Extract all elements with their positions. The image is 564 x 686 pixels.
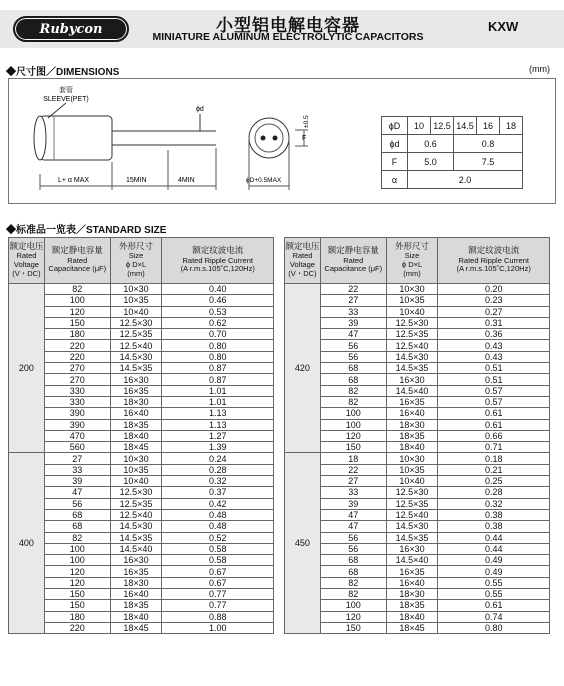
phi-d-label: ϕd [196, 106, 204, 113]
ripple-cell: 0.40 [162, 284, 274, 295]
table-row [9, 317, 274, 328]
size-cell: 12.5×30 [110, 487, 162, 498]
ripple-cell: 0.87 [162, 363, 274, 374]
ripple-cell: 0.57 [438, 396, 550, 407]
size-cell: 18×40 [110, 611, 162, 622]
size-cell: 18×35 [386, 430, 438, 441]
table-row [9, 374, 274, 385]
capacitance-cell: 47 [320, 521, 386, 532]
capacitance-cell: 120 [44, 306, 110, 317]
lead-hole-right [273, 136, 278, 141]
table-row [285, 363, 550, 374]
ripple-cell: 0.23 [438, 295, 550, 306]
header-capacitance: 额定静电容量 Rated Capacitance (μF) [320, 238, 386, 284]
capacitance-cell: 82 [320, 396, 386, 407]
dim-table-cell: 2.0 [408, 171, 523, 189]
capacitance-cell: 56 [320, 532, 386, 543]
table-row [285, 374, 550, 385]
ripple-cell: 1.01 [162, 396, 274, 407]
ripple-cell: 0.46 [162, 295, 274, 306]
unit-label: (mm) [529, 64, 550, 74]
ripple-cell: 0.88 [162, 611, 274, 622]
header-voltage: 额定电压 Rated Voltage (V・DC) [285, 238, 321, 284]
size-cell: 12.5×40 [386, 509, 438, 520]
table-row [9, 363, 274, 374]
capacitance-cell: 330 [44, 385, 110, 396]
size-cell: 14.5×30 [110, 521, 162, 532]
capacitance-cell: 56 [320, 351, 386, 362]
size-cell: 14.5×30 [386, 351, 438, 362]
size-cell: 10×40 [386, 476, 438, 487]
size-cell: 10×30 [110, 453, 162, 464]
capacitance-cell: 150 [320, 622, 386, 633]
capacitance-cell: 150 [44, 600, 110, 611]
size-cell: 12.5×35 [110, 329, 162, 340]
size-cell: 14.5×30 [110, 351, 162, 362]
ripple-cell: 0.43 [438, 351, 550, 362]
capacitance-cell: 56 [44, 498, 110, 509]
header-ripple: 额定纹波电流 Rated Ripple Current (A r.m.s.105˚C,120Hz) [438, 238, 550, 284]
size-cell: 18×45 [110, 442, 162, 453]
size-cell: 16×35 [110, 566, 162, 577]
size-cell: 12.5×40 [110, 509, 162, 520]
capacitance-cell: 470 [44, 430, 110, 441]
ripple-cell: 0.21 [438, 464, 550, 475]
ripple-cell: 0.38 [438, 521, 550, 532]
ripple-cell: 0.53 [162, 306, 274, 317]
capacitance-cell: 100 [44, 295, 110, 306]
size-cell: 14.5×35 [386, 532, 438, 543]
table-row [9, 589, 274, 600]
capacitor-end [34, 116, 46, 160]
ripple-cell: 0.62 [162, 317, 274, 328]
size-cell: 18×35 [110, 600, 162, 611]
capacitance-cell: 150 [320, 442, 386, 453]
voltage-cell: 450 [285, 453, 321, 634]
table-row [285, 622, 550, 633]
ripple-cell: 0.36 [438, 329, 550, 340]
size-cell: 10×35 [386, 464, 438, 475]
capacitance-cell: 560 [44, 442, 110, 453]
ripple-cell: 0.55 [438, 589, 550, 600]
size-cell: 10×40 [110, 306, 162, 317]
ripple-cell: 1.27 [162, 430, 274, 441]
capacitance-cell: 100 [44, 543, 110, 554]
size-cell: 18×45 [386, 622, 438, 633]
capacitance-cell: 150 [44, 589, 110, 600]
table-row [9, 476, 274, 487]
ripple-cell: 0.61 [438, 600, 550, 611]
table-row [285, 329, 550, 340]
size-cell: 16×40 [110, 589, 162, 600]
capacitance-cell: 82 [44, 532, 110, 543]
ripple-cell: 0.32 [162, 476, 274, 487]
capacitance-cell: 22 [320, 284, 386, 295]
size-cell: 18×30 [110, 577, 162, 588]
table-row [285, 566, 550, 577]
table-row [9, 566, 274, 577]
ripple-cell: 0.18 [438, 453, 550, 464]
capacitance-cell: 220 [44, 622, 110, 633]
table-row [9, 385, 274, 396]
capacitance-cell: 39 [44, 476, 110, 487]
ripple-cell: 1.39 [162, 442, 274, 453]
size-cell: 12.5×40 [110, 340, 162, 351]
capacitance-cell: 27 [320, 295, 386, 306]
table-row [285, 464, 550, 475]
table-row [285, 509, 550, 520]
dim-table-cell: 0.8 [454, 135, 523, 153]
size-cell: 16×35 [386, 396, 438, 407]
table-row [9, 509, 274, 520]
ripple-cell: 0.42 [162, 498, 274, 509]
table-row [285, 498, 550, 509]
capacitance-cell: 100 [320, 600, 386, 611]
size-cell: 12.5×35 [110, 498, 162, 509]
ripple-cell: 0.61 [438, 419, 550, 430]
ripple-cell: 0.80 [438, 622, 550, 633]
table-row [285, 306, 550, 317]
size-cell: 10×40 [110, 476, 162, 487]
ripple-cell: 0.80 [162, 351, 274, 362]
table-row [9, 487, 274, 498]
size-cell: 18×40 [386, 442, 438, 453]
dim-table-cell: 0.6 [408, 135, 454, 153]
table-row [9, 419, 274, 430]
table-row [9, 453, 274, 464]
dim-table-cell: 14.5 [454, 117, 477, 135]
capacitance-cell: 56 [320, 340, 386, 351]
dim-table-header: F [382, 153, 408, 171]
ripple-cell: 0.32 [438, 498, 550, 509]
size-cell: 18×30 [110, 396, 162, 407]
dimension-table [381, 116, 523, 189]
ripple-cell: 0.37 [162, 487, 274, 498]
capacitance-cell: 68 [44, 521, 110, 532]
ripple-cell: 0.70 [162, 329, 274, 340]
ripple-cell: 0.55 [438, 577, 550, 588]
size-cell: 14.5×35 [110, 363, 162, 374]
ripple-cell: 1.13 [162, 408, 274, 419]
ripple-cell: 0.31 [438, 317, 550, 328]
table-row [285, 453, 550, 464]
size-cell: 16×35 [386, 566, 438, 577]
dimensions-section-title: ◆尺寸图／DIMENSIONS [6, 67, 120, 78]
size-cell: 16×40 [386, 408, 438, 419]
capacitance-cell: 220 [44, 351, 110, 362]
table-row [9, 464, 274, 475]
table-row [9, 498, 274, 509]
table-row [285, 351, 550, 362]
size-cell: 18×35 [386, 600, 438, 611]
capacitance-cell: 120 [44, 577, 110, 588]
header-size: 外形尺寸 Size ϕ D×L (mm) [386, 238, 438, 284]
voltage-cell: 200 [9, 284, 45, 453]
size-cell: 16×30 [110, 555, 162, 566]
table-row [285, 442, 550, 453]
size-cell: 16×30 [386, 374, 438, 385]
size-cell: 18×35 [110, 419, 162, 430]
capacitance-cell: 68 [44, 509, 110, 520]
dim-table-cell: 12.5 [431, 117, 454, 135]
ripple-cell: 0.20 [438, 284, 550, 295]
lead-hole-left [261, 136, 266, 141]
table-row [285, 543, 550, 554]
capacitance-cell: 68 [320, 374, 386, 385]
table-row [9, 577, 274, 588]
size-cell: 10×30 [386, 453, 438, 464]
sleeve-label-cn: 套管 [59, 87, 73, 94]
capacitance-cell: 68 [320, 555, 386, 566]
capacitance-cell: 33 [320, 487, 386, 498]
ripple-cell: 0.25 [438, 476, 550, 487]
capacitance-cell: 82 [320, 385, 386, 396]
size-cell: 12.5×30 [386, 487, 438, 498]
table-row [285, 295, 550, 306]
ripple-cell: 0.74 [438, 611, 550, 622]
table-row [285, 521, 550, 532]
page-title-cn: 小型铝电解电容器 [216, 16, 360, 36]
capacitance-cell: 82 [320, 589, 386, 600]
ripple-cell: 0.51 [438, 374, 550, 385]
size-cell: 18×40 [386, 611, 438, 622]
capacitance-cell: 56 [320, 543, 386, 554]
ripple-cell: 0.67 [162, 577, 274, 588]
ripple-cell: 0.87 [162, 374, 274, 385]
ripple-cell: 1.13 [162, 419, 274, 430]
capacitance-cell: 68 [320, 363, 386, 374]
size-cell: 12.5×35 [386, 498, 438, 509]
table-row [285, 476, 550, 487]
capacitance-cell: 22 [320, 464, 386, 475]
ripple-cell: 0.58 [162, 555, 274, 566]
table-row [285, 589, 550, 600]
table-row [9, 351, 274, 362]
size-cell: 14.5×30 [386, 521, 438, 532]
table-row [9, 284, 274, 295]
capacitance-cell: 33 [44, 464, 110, 475]
capacitance-cell: 330 [44, 396, 110, 407]
table-row [285, 284, 550, 295]
size-cell: 16×30 [110, 374, 162, 385]
ripple-cell: 0.49 [438, 555, 550, 566]
ripple-cell: 0.77 [162, 600, 274, 611]
voltage-cell: 400 [9, 453, 45, 634]
table-row [9, 442, 274, 453]
l-alpha-label: L+ α MAX [58, 177, 90, 184]
table-row [285, 555, 550, 566]
ripple-cell: 0.27 [438, 306, 550, 317]
ripple-cell: 0.24 [162, 453, 274, 464]
table-row [9, 396, 274, 407]
size-cell: 14.5×35 [110, 532, 162, 543]
table-row [9, 295, 274, 306]
capacitance-cell: 82 [44, 284, 110, 295]
table-row [9, 600, 274, 611]
capacitor-body [40, 116, 112, 160]
capacitance-cell: 390 [44, 419, 110, 430]
capacitance-cell: 39 [320, 317, 386, 328]
voltage-cell: 420 [285, 284, 321, 453]
size-cell: 12.5×30 [110, 317, 162, 328]
ripple-cell: 0.48 [162, 521, 274, 532]
size-cell: 16×40 [386, 577, 438, 588]
table-row [9, 521, 274, 532]
capacitance-cell: 120 [44, 566, 110, 577]
capacitance-cell: 120 [320, 611, 386, 622]
series-code: KXW [488, 19, 519, 34]
page-title-en: MINIATURE ALUMINUM ELECTROLYTIC CAPACITORS [152, 31, 424, 43]
size-cell: 10×30 [386, 284, 438, 295]
ripple-cell: 0.52 [162, 532, 274, 543]
tolerance-label: ±0.5 [303, 115, 310, 128]
standard-section-title: ◆标准品一览表／STANDARD SIZE [6, 225, 167, 236]
size-cell: 12.5×30 [386, 317, 438, 328]
dim-table-header: α [382, 171, 408, 189]
dim-table-header: ϕD [382, 117, 408, 135]
capacitance-cell: 150 [44, 317, 110, 328]
ripple-cell: 0.71 [438, 442, 550, 453]
size-cell: 10×35 [110, 464, 162, 475]
capacitance-cell: 390 [44, 408, 110, 419]
size-cell: 12.5×35 [386, 329, 438, 340]
phiD-label: ϕD+0.5MAX [246, 177, 282, 184]
table-row [9, 408, 274, 419]
ripple-cell: 0.58 [162, 543, 274, 554]
capacitance-cell: 100 [320, 419, 386, 430]
size-cell: 10×40 [386, 306, 438, 317]
ripple-cell: 0.28 [438, 487, 550, 498]
capacitance-cell: 27 [44, 453, 110, 464]
ripple-cell: 1.01 [162, 385, 274, 396]
table-row [285, 487, 550, 498]
min15-label: 15MIN [126, 177, 147, 184]
size-cell: 14.5×40 [386, 555, 438, 566]
capacitance-cell: 47 [320, 509, 386, 520]
dim-table-cell: 18 [500, 117, 523, 135]
table-row [9, 622, 274, 633]
size-cell: 18×30 [386, 589, 438, 600]
size-cell: 14.5×40 [386, 385, 438, 396]
table-row [9, 611, 274, 622]
capacitance-cell: 100 [44, 555, 110, 566]
table-row [285, 577, 550, 588]
size-cell: 18×45 [110, 622, 162, 633]
table-row [9, 430, 274, 441]
size-cell: 10×30 [110, 284, 162, 295]
size-cell: 18×30 [386, 419, 438, 430]
capacitance-cell: 270 [44, 374, 110, 385]
size-cell: 16×30 [386, 543, 438, 554]
ripple-cell: 0.80 [162, 340, 274, 351]
dim-table-cell: 16 [477, 117, 500, 135]
dim-table-cell: 5.0 [408, 153, 454, 171]
ripple-cell: 0.77 [162, 589, 274, 600]
capacitance-cell: 180 [44, 611, 110, 622]
size-cell: 12.5×40 [386, 340, 438, 351]
ripple-cell: 0.66 [438, 430, 550, 441]
capacitance-cell: 47 [320, 329, 386, 340]
ripple-cell: 0.67 [162, 566, 274, 577]
ripple-cell: 0.57 [438, 385, 550, 396]
standard-table-right [284, 237, 550, 634]
header-size: 外形尺寸 Size ϕ D×L (mm) [110, 238, 162, 284]
capacitance-cell: 18 [320, 453, 386, 464]
capacitance-cell: 39 [320, 498, 386, 509]
table-row [285, 611, 550, 622]
capacitance-cell: 68 [320, 566, 386, 577]
dim-table-header: ϕd [382, 135, 408, 153]
table-row [285, 385, 550, 396]
capacitance-cell: 220 [44, 340, 110, 351]
table-row [9, 543, 274, 554]
ripple-cell: 0.61 [438, 408, 550, 419]
table-row [9, 532, 274, 543]
capacitance-cell: 180 [44, 329, 110, 340]
size-cell: 14.5×35 [386, 363, 438, 374]
ripple-cell: 0.43 [438, 340, 550, 351]
table-row [9, 555, 274, 566]
F-label: F [302, 135, 307, 142]
table-row [285, 532, 550, 543]
capacitance-cell: 120 [320, 430, 386, 441]
capacitance-cell: 100 [320, 408, 386, 419]
ripple-cell: 0.48 [162, 509, 274, 520]
standard-table-left [8, 237, 274, 634]
table-row [285, 419, 550, 430]
size-cell: 16×35 [110, 385, 162, 396]
ripple-cell: 0.44 [438, 532, 550, 543]
ripple-cell: 0.28 [162, 464, 274, 475]
table-row [285, 340, 550, 351]
size-cell: 16×40 [110, 408, 162, 419]
dim-table-cell: 7.5 [454, 153, 523, 171]
table-row [285, 396, 550, 407]
ripple-cell: 0.38 [438, 509, 550, 520]
size-cell: 14.5×40 [110, 543, 162, 554]
size-cell: 10×35 [110, 295, 162, 306]
ripple-cell: 0.44 [438, 543, 550, 554]
table-row [285, 430, 550, 441]
min4-label: 4MIN [178, 177, 195, 184]
rubycon-logo: Rubycon [13, 16, 129, 42]
sleeve-label-en: SLEEVE(PET) [43, 96, 89, 103]
ripple-cell: 1.00 [162, 622, 274, 633]
capacitance-cell: 47 [44, 487, 110, 498]
capacitance-cell: 33 [320, 306, 386, 317]
ripple-cell: 0.51 [438, 363, 550, 374]
table-row [285, 317, 550, 328]
capacitance-cell: 270 [44, 363, 110, 374]
header-ripple: 额定纹波电流 Rated Ripple Current (A r.m.s.105˚C,120Hz) [162, 238, 274, 284]
ripple-cell: 0.49 [438, 566, 550, 577]
size-cell: 18×40 [110, 430, 162, 441]
size-cell: 10×35 [386, 295, 438, 306]
table-row [9, 340, 274, 351]
header-voltage: 额定电压 Rated Voltage (V・DC) [9, 238, 45, 284]
table-row [9, 306, 274, 317]
header-capacitance: 额定静电容量 Rated Capacitance (μF) [44, 238, 110, 284]
dim-table-cell: 10 [408, 117, 431, 135]
table-row [285, 600, 550, 611]
capacitance-cell: 27 [320, 476, 386, 487]
capacitance-cell: 82 [320, 577, 386, 588]
table-row [9, 329, 274, 340]
table-row [285, 408, 550, 419]
